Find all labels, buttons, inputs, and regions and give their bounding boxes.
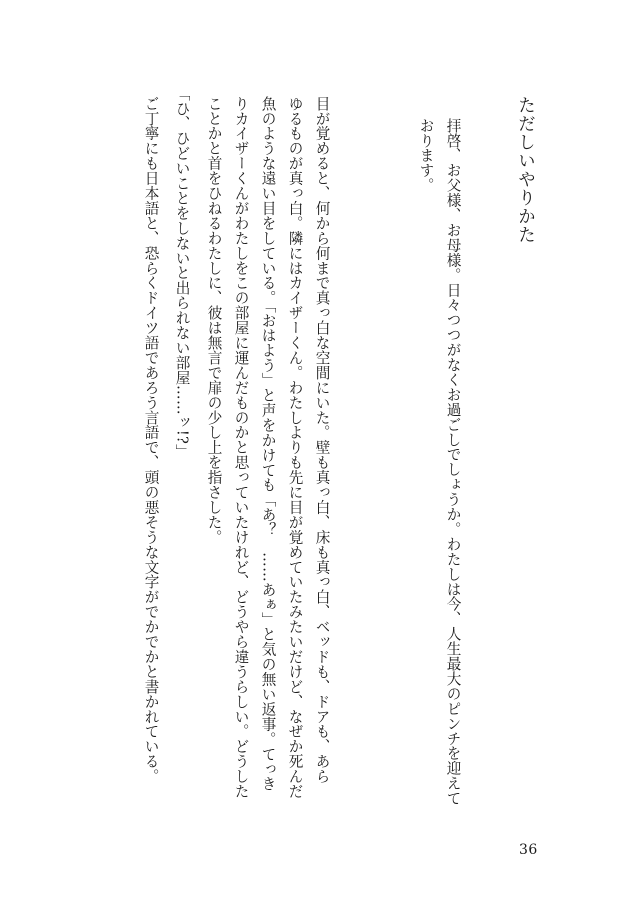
page-number: 36 — [519, 842, 538, 858]
text-column-8: 「ひ、ひどいことをしないと出られない部屋……ッ!?」 — [173, 86, 191, 460]
chapter-title: ただしいやりかた — [515, 96, 536, 244]
text-column-5: 魚のような遠い目をしている。「おはよう」と声をかけても「あ？ ……あぁ」と気の無い返事。てっき — [259, 96, 277, 792]
text-column-6: りカイザーくんがわたしをこの部屋に運んだものかと思っていたけれど、どうやら違うらしい。どうした — [232, 96, 250, 799]
text-column-7: ことかと首をひねるわたしに、彼は無言で扉の少し上を指さした。 — [205, 96, 223, 545]
text-column-2: おります。 — [417, 118, 435, 193]
text-column-1: 拝啓、お父様、お母様。日々つつがなくお過ごしでしょうか。わたしは今、人生最大のピンチを迎えて — [444, 118, 462, 806]
text-column-9: ご丁寧にも日本語と、恐らくドイツ語であろう言語で、頭の悪そうな文字がでかでかと書かれている。 — [142, 96, 160, 784]
text-column-3: 目が覚めると、何から何まで真っ白な空間にいた。壁も真っ白、床も真っ白、ベッドも、ドアも、あら — [313, 96, 331, 784]
text-column-4: ゆるものが真っ白。隣にはカイザーくん。わたしよりも先に目が覚めていたみたいだけど、なぜか死んだ — [286, 96, 304, 799]
